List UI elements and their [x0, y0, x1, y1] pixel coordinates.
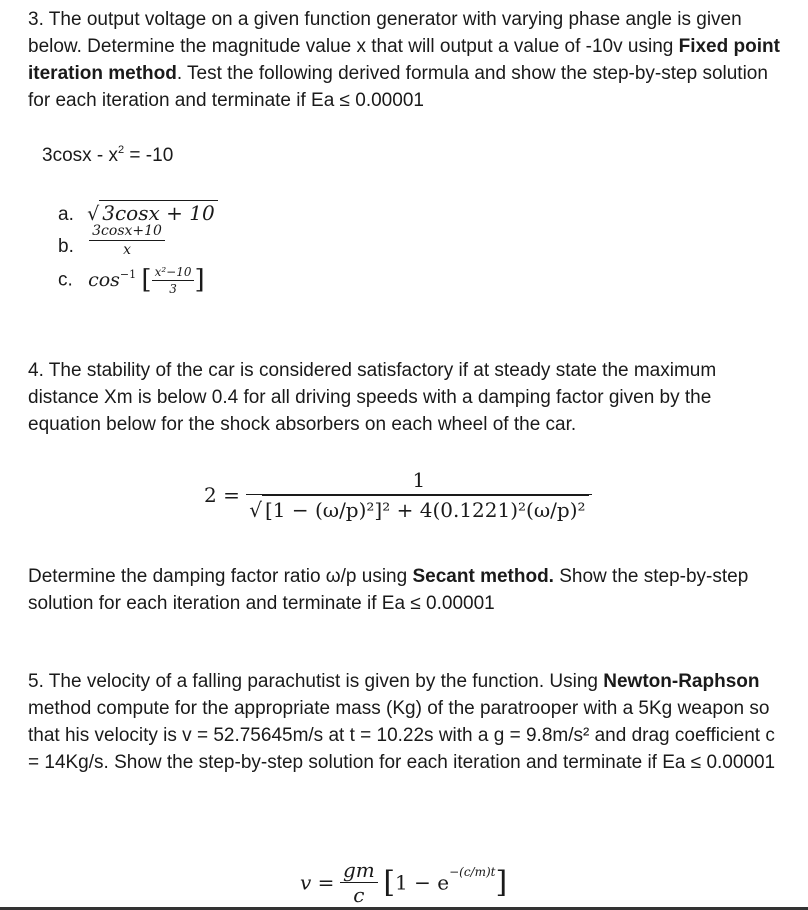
q3-option-a: a. √ 3cosx + 10	[58, 200, 808, 228]
q5-eq-den: c	[353, 883, 365, 907]
q5-eq-num: gm	[340, 858, 378, 883]
q3-eq-exp: 2	[118, 144, 125, 156]
q4-text2-b: Show the step-by-step solution for each iteration and terminate if Ea ≤ 0.00001	[28, 566, 749, 614]
q5-equation: v = $\frac{gm}{c}$ $[1 - e^{-(c/m)t}]$	[300, 858, 508, 907]
q5-method: Newton-Raphson	[603, 671, 760, 692]
q3-number: 3.	[28, 9, 44, 30]
q5-paragraph	[28, 668, 788, 776]
q4-paragraph	[28, 357, 788, 438]
q4-number: 4.	[28, 360, 44, 381]
q3-paragraph	[28, 6, 788, 114]
q4-method: Secant method.	[412, 566, 554, 587]
option-b-num: 3cosx+10	[89, 222, 165, 241]
q4-eq-num: 1	[246, 466, 591, 495]
option-c-den: 3	[169, 282, 177, 296]
q5-number: 5.	[28, 671, 44, 692]
option-a-expr: 3cosx + 10	[99, 200, 217, 225]
option-label: b.	[58, 235, 74, 257]
q3-method: Fixed point iteration method	[28, 36, 780, 84]
q4-equation: 2 = $\frac{1}{\text{√ [1 − (ω/p)²]² + 4(0.1221)²(ω/p)²}}$	[204, 466, 592, 524]
q5-eq-lhs: v =	[300, 870, 335, 895]
q3-equation	[42, 142, 802, 172]
q4-text: The stability of the car is considered satisfactory if at steady state the maximum distance Xm is below 0.4 for all driving speeds with a damping factor given by the equation below for the shock absorbers on each wheel of the car.	[28, 360, 717, 435]
option-b-den: x	[123, 242, 131, 258]
q5-text-b: method compute for the appropriate mass (Kg) of the paratrooper with a 5Kg weapon so that his velocity is v = 52.75645m/s at t = 10.22s with a g = 9.8m/s² and drag coefficient c = 14Kg/s. Show the step-by-step solution for each iteration and terminate if Ea ≤ 0.00001	[28, 698, 776, 773]
option-c-fn: cos	[88, 268, 120, 291]
q3-option-c: c. $\cos^{-1}$ [ $\frac{\text{x²−10}}{3}$ ]	[58, 265, 205, 296]
q4-eq-den: [1 − (ω/p)²]² + 4(0.1221)²(ω/p)²	[262, 495, 589, 524]
q5-eq-bracket: 1 − e	[395, 870, 450, 895]
option-c-num: x²−10	[152, 264, 195, 281]
q3-text-b: . Test the following derived formula and show the step-by-step solution for each iteration and terminate if Ea ≤ 0.00001	[28, 63, 768, 111]
q5-eq-exp: −(c/m)t	[449, 864, 496, 879]
q5-text-a: The velocity of a falling parachutist is given by the function. Using	[48, 671, 604, 692]
q3-eq-lhs: 3cosx - x	[42, 145, 119, 166]
q4-paragraph-2	[28, 563, 788, 617]
option-label: a.	[58, 204, 74, 225]
option-label: c.	[58, 269, 73, 291]
q3-eq-rhs: = -10	[124, 145, 174, 166]
q3-option-b	[58, 222, 808, 259]
q4-eq-lhs: 2 =	[204, 483, 240, 507]
option-c-exp: −1	[119, 267, 137, 281]
q4-text2-a: Determine the damping factor ratio ω/p using	[28, 566, 413, 587]
q3-text-a: The output voltage on a given function generator with varying phase angle is given below. Determine the magnitude value x that will output a value of -10v using	[28, 9, 742, 57]
